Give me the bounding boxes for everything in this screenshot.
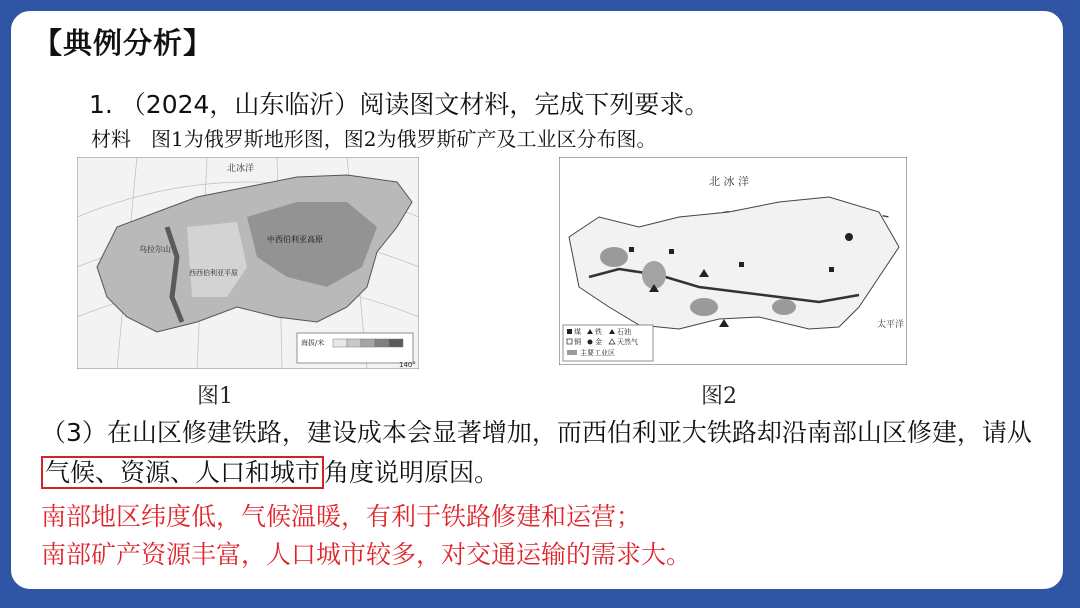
mineral-map-graphic bbox=[559, 157, 907, 365]
material-text: 材料 图1为俄罗斯地形图，图2为俄罗斯矿产及工业区分布图。 bbox=[91, 127, 657, 151]
legend-iron: 铁 bbox=[595, 328, 602, 336]
q3-prefix: （3）在山区修建铁路，建设成本会显著增加，而西伯利亚大铁路却沿南部山区修建，请从 bbox=[41, 418, 1032, 447]
topographic-map-graphic bbox=[77, 157, 419, 369]
fig1-mountain-label: 乌拉尔山 bbox=[139, 245, 171, 254]
legend-coal: 煤 bbox=[574, 328, 581, 336]
legend-gas: 天然气 bbox=[617, 338, 638, 346]
fig1-longitude-label: 140° bbox=[399, 361, 416, 369]
sub-question-3 bbox=[41, 413, 1051, 493]
legend-gold: 金 bbox=[595, 338, 602, 346]
legend-industry: 主要工业区 bbox=[580, 349, 615, 357]
slide-card bbox=[8, 8, 1066, 592]
fig2-pacific-label: 太平洋 bbox=[877, 320, 905, 330]
fig1-lowland-label: 西西伯利亚平原 bbox=[189, 269, 238, 277]
q3-highlight-box: 气候、资源、人口和城市 bbox=[41, 456, 324, 489]
legend-copper: 铜 bbox=[574, 338, 581, 346]
question-title: 1. （2024，山东临沂）阅读图文材料，完成下列要求。 bbox=[89, 90, 710, 119]
figure2-caption: 图2 bbox=[701, 384, 737, 409]
legend-oil: 石油 bbox=[617, 328, 631, 336]
fig1-legend-title: 海拔/米 bbox=[301, 339, 325, 347]
figure1-caption: 图1 bbox=[197, 384, 233, 409]
fig1-legend-ramp bbox=[333, 339, 403, 347]
fig1-ocean-label: 北冰洋 bbox=[227, 164, 255, 174]
fig1-plateau-label: 中西伯利亚高原 bbox=[267, 235, 323, 244]
russia-topographic-map bbox=[77, 157, 419, 369]
fig2-ocean-label: 北 冰 洋 bbox=[709, 175, 749, 188]
russia-mineral-industry-map bbox=[559, 157, 907, 365]
fig1-legend bbox=[297, 333, 413, 363]
answer-line-1: 南部地区纬度低，气候温暖，有利于铁路修建和运营； bbox=[41, 502, 642, 531]
answer-line-2: 南部矿产资源丰富，人口城市较多，对交通运输的需求大。 bbox=[41, 540, 692, 569]
q3-suffix: 角度说明原因。 bbox=[324, 458, 500, 487]
section-heading: 【典例分析】 bbox=[33, 26, 214, 60]
